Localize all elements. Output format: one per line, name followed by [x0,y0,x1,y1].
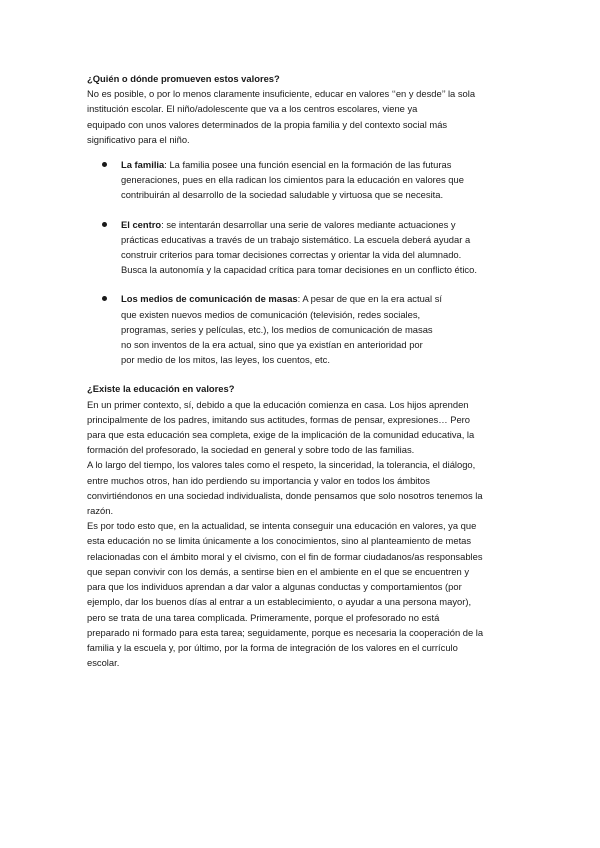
text-line: para que los individuos aprendan a dar valor a algunas conductas y comportamientos (por [87,581,462,593]
text-line: preparado ni formado para esta tarea; seguidamente, porque es necesaria la cooperación de la [87,626,484,638]
text-line: construir criterios para tomar decisiones correctas y orientar la vida del alumnado. [121,249,462,261]
bullet-icon [102,162,107,167]
text-line: prácticas educativas a través de un trabajo sistemático. La escuela deberá ayudar a [121,233,471,245]
text-line: generaciones, pues en ella radican los cimientos para la educación en valores que [121,174,464,186]
section-existe [87,381,527,670]
text-line: no son inventos de la era actual, sino que ya existían en anterioridad por [121,339,423,351]
text-line: escolar. [87,657,120,669]
text-line: equipado con unos valores determinados de la propia familia y del contexto social más [87,118,448,130]
section-heading-existe: ¿Existe la educación en valores? [87,383,235,395]
paragraph-2 [87,457,527,518]
text-line: por medio de los mitos, las leyes, los cuentos, etc. [121,354,330,366]
term-familia: La familia [121,159,165,171]
text-line: para que esta educación sea completa, exige de la implicación de la comunidad educativa, la [87,429,475,441]
list-item-centro [87,217,527,278]
text-line: En un primer contexto, sí, debido a que la educación comienza en casa. Los hijos aprenden [87,398,469,410]
document-body [87,71,527,670]
text-line: Es por todo esto que, en la actualidad, se intenta conseguir una educación en valores, ya que [87,520,477,532]
text-line: familia y la escuela y, por último, por la forma de integración de los valores en el currículo [87,641,458,653]
text-line: principalmente de los padres, imitando sus actitudes, formas de pensar, expresiones… Pero [87,413,471,425]
term-medios: Los medios de comunicación de masas [121,293,298,305]
text-line: : A pesar de que en la era actual sí [297,293,442,305]
text-line: pero se trata de una tarea complicada. Primeramente, porque el profesorado no está [87,611,440,623]
text-line: institución escolar. El niño/adolescente que va a los centros escolares, viene ya [87,103,418,115]
bullet-icon [102,296,107,301]
text-line: : se intentarán desarrollar una serie de valores mediante actuaciones y [161,218,456,230]
paragraph-1 [87,397,527,458]
text-line: : La familia posee una función esencial en la formación de las futuras [164,159,452,171]
bullet-icon [102,222,107,227]
term-centro: El centro [121,218,162,230]
list-item-familia [87,157,527,203]
text-line: ejemplo, dar los buenos días al entrar a un establecimiento, o ayudar a una persona mayor), [87,596,472,608]
text-line: esta educación no se limita únicamente a los conocimientos, sino al planteamiento de metas [87,535,472,547]
text-line: entre muchos otros, han ido perdiendo su importancia y valor en todos los ámbitos [87,474,430,486]
text-line: A lo largo del tiempo, los valores tales como el respeto, la sinceridad, la tolerancia, el diálogo, [87,459,476,471]
text-line: contribuirán al desarrollo de la sociedad saludable y virtuosa que se necesita. [121,189,444,201]
paragraph-3 [87,518,527,670]
text-line: que existen nuevos medios de comunicación (televisión, redes sociales, [121,308,421,320]
text-line: relacionadas con el ámbito moral y el civismo, con el fin de formar ciudadanos/as responsables [87,550,483,562]
list-item-medios [87,291,527,367]
text-line: formación del profesorado, la sociedad en general y sobre todo de las familias. [87,444,415,456]
section-heading-promotores: ¿Quién o dónde promueven estos valores? [87,73,280,84]
text-line: No es posible, o por lo menos claramente insuficiente, educar en valores ‘‘en y desde’’ la sola [87,88,476,100]
text-line: convirtiéndonos en una sociedad individualista, donde pensamos que solo nosotros tenemos la [87,489,483,501]
intro-paragraph [87,86,527,147]
text-line: razón. [87,505,114,517]
text-line: Busca la autonomía y la capacidad crítica para tomar decisiones en un conflicto ético. [121,264,477,276]
text-line: programas, series y películas, etc.), los medios de comunicación de masas [121,323,433,335]
text-line: significativo para el niño. [87,133,190,145]
agents-list [87,157,527,367]
text-line: que sepan convivir con los demás, a sentirse bien en el ambiente en el que se encuentren y [87,565,470,577]
